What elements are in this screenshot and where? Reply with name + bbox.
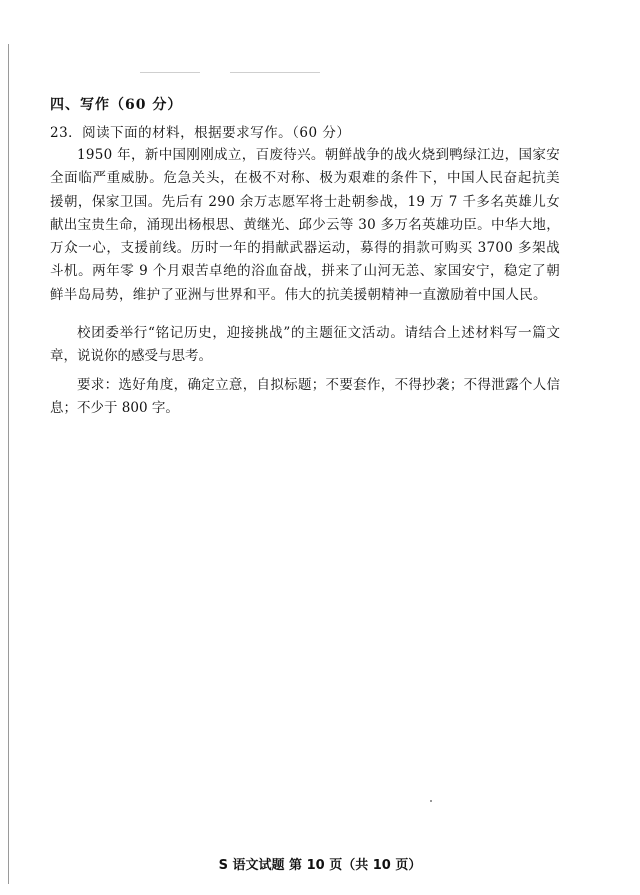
section-heading-writing: 四、写作（60 分） bbox=[50, 97, 183, 113]
material-paragraph: 1950 年，新中国刚刚成立，百废待兴。朝鲜战争的战火烧到鸭绿江边，国家安全面临严重威胁。危急关头，在极不对称、极为艰难的条件下，中国人民奋起抗美援朝，保家卫国。先后有 290 余万志愿军将士赴朝参战，19 万 7 千多名英雄儿女献出宝贵生命，涌现出杨根思、黄继光、邱少云等 30 多万名英雄功臣。中华大地，万众一心，支援前线。历时一年的捐献武器运动，募得的捐款可购买 3700 多架战斗机。两年零 9 个月艰苦卓绝的浴血奋战，拼来了山河无恙、家国安宁，稳定了朝鲜半岛局势，维护了亚洲与世界和平。伟大的抗美援朝精神一直激励着中国人民。 bbox=[50, 147, 560, 303]
requirement-paragraph: 要求：选好角度，确定立意，自拟标题；不要套作，不得抄袭；不得泄露个人信息；不少于 800 字。 bbox=[50, 377, 560, 417]
scan-artifact-line bbox=[140, 72, 200, 73]
page-footer: S 语文试题 第 10 页（共 10 页） bbox=[218, 858, 422, 873]
task-paragraph: 校团委举行“铭记历史，迎接挑战”的主题征文活动。请结合上述材料写一篇文章，说说你的感受与思考。 bbox=[50, 325, 560, 365]
question-23-prompt: 23．阅读下面的材料，根据要求写作。（60 分） bbox=[50, 125, 351, 141]
scan-speck bbox=[430, 800, 432, 802]
scan-artifact-line bbox=[230, 72, 320, 73]
page-left-margin-rule bbox=[8, 44, 9, 884]
